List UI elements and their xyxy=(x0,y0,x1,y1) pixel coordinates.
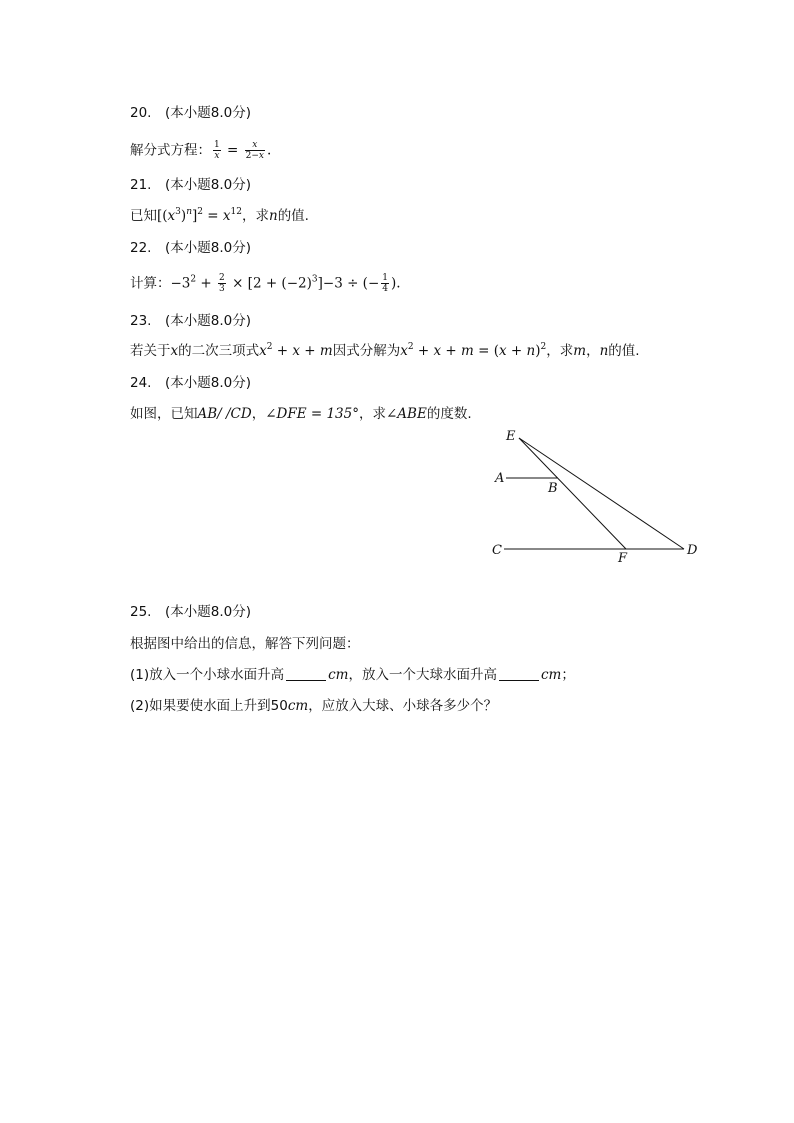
q20-header: 20. (本小题8.0分) xyxy=(130,105,251,121)
q25-intro: 根据图中给出的信息，解答下列问题： xyxy=(130,636,360,652)
label-f: F xyxy=(618,551,628,566)
answer-blank-2[interactable] xyxy=(499,668,539,681)
label-e: E xyxy=(506,429,516,444)
q21-body: 已知$[(x^3)^n]^2 = x^{12}$，求n的值. xyxy=(130,207,309,224)
angle-expression: ∠DFE = 135° xyxy=(265,406,359,422)
label-d: D xyxy=(687,543,698,558)
q22-prefix: 计算： xyxy=(130,275,171,292)
answer-blank-1[interactable] xyxy=(286,668,326,681)
q25-part2: (2)如果要使水面上升到50cm，应放入大球、小球各多少个？ xyxy=(130,698,498,714)
q24-body: 如图，已知AB/ /CD，∠DFE = 135°，求∠ABE的度数. xyxy=(130,406,472,422)
q20-body: 解分式方程： $\frac{1}{x}$ = $\frac{x}{2-x}$ . xyxy=(130,140,272,161)
q21-prefix: 已知 xyxy=(130,208,157,224)
q25-header: 25. (本小题8.0分) xyxy=(130,604,251,620)
q20-prefix: 解分式方程： xyxy=(130,142,211,159)
q22-frac: $\frac{2}{3}$ xyxy=(219,273,225,294)
label-a: A xyxy=(495,471,505,486)
q22-frac-quarter: $\frac{1}{4}$ xyxy=(382,273,388,294)
q21-header: 21. (本小题8.0分) xyxy=(130,177,251,193)
target-angle: ∠ABE xyxy=(386,406,427,422)
parallel-expression: AB/ /CD xyxy=(197,406,252,422)
q24-header: 24. (本小题8.0分) xyxy=(130,375,251,391)
label-c: C xyxy=(492,543,502,558)
q23-header: 23. (本小题8.0分) xyxy=(130,313,251,329)
q22-body: 计算：$-3^2$ + $\frac{2}{3}$ × $[2 + (-2)^3]-3$ ÷ (− $\frac{1}{4}$ ). xyxy=(130,273,401,294)
q23-body: 若关于x的二次三项式$x^2 + x + m$因式分解为$x^2 + x + m = (x + n)^2$，求m，n的值. xyxy=(130,342,640,359)
segment-ef xyxy=(519,438,626,549)
q20-frac-right: $\frac{x}{2-x}$ xyxy=(245,140,264,161)
q25-part1: (1)放入一个小球水面升高 cm，放入一个大球水面升高 cm； xyxy=(130,667,575,683)
q20-frac-left: $\frac{1}{x}$ xyxy=(214,140,220,161)
label-b: B xyxy=(548,481,558,496)
q22-header: 22. (本小题8.0分) xyxy=(130,240,251,256)
geometry-figure xyxy=(480,420,710,570)
segment-ed xyxy=(519,438,684,549)
